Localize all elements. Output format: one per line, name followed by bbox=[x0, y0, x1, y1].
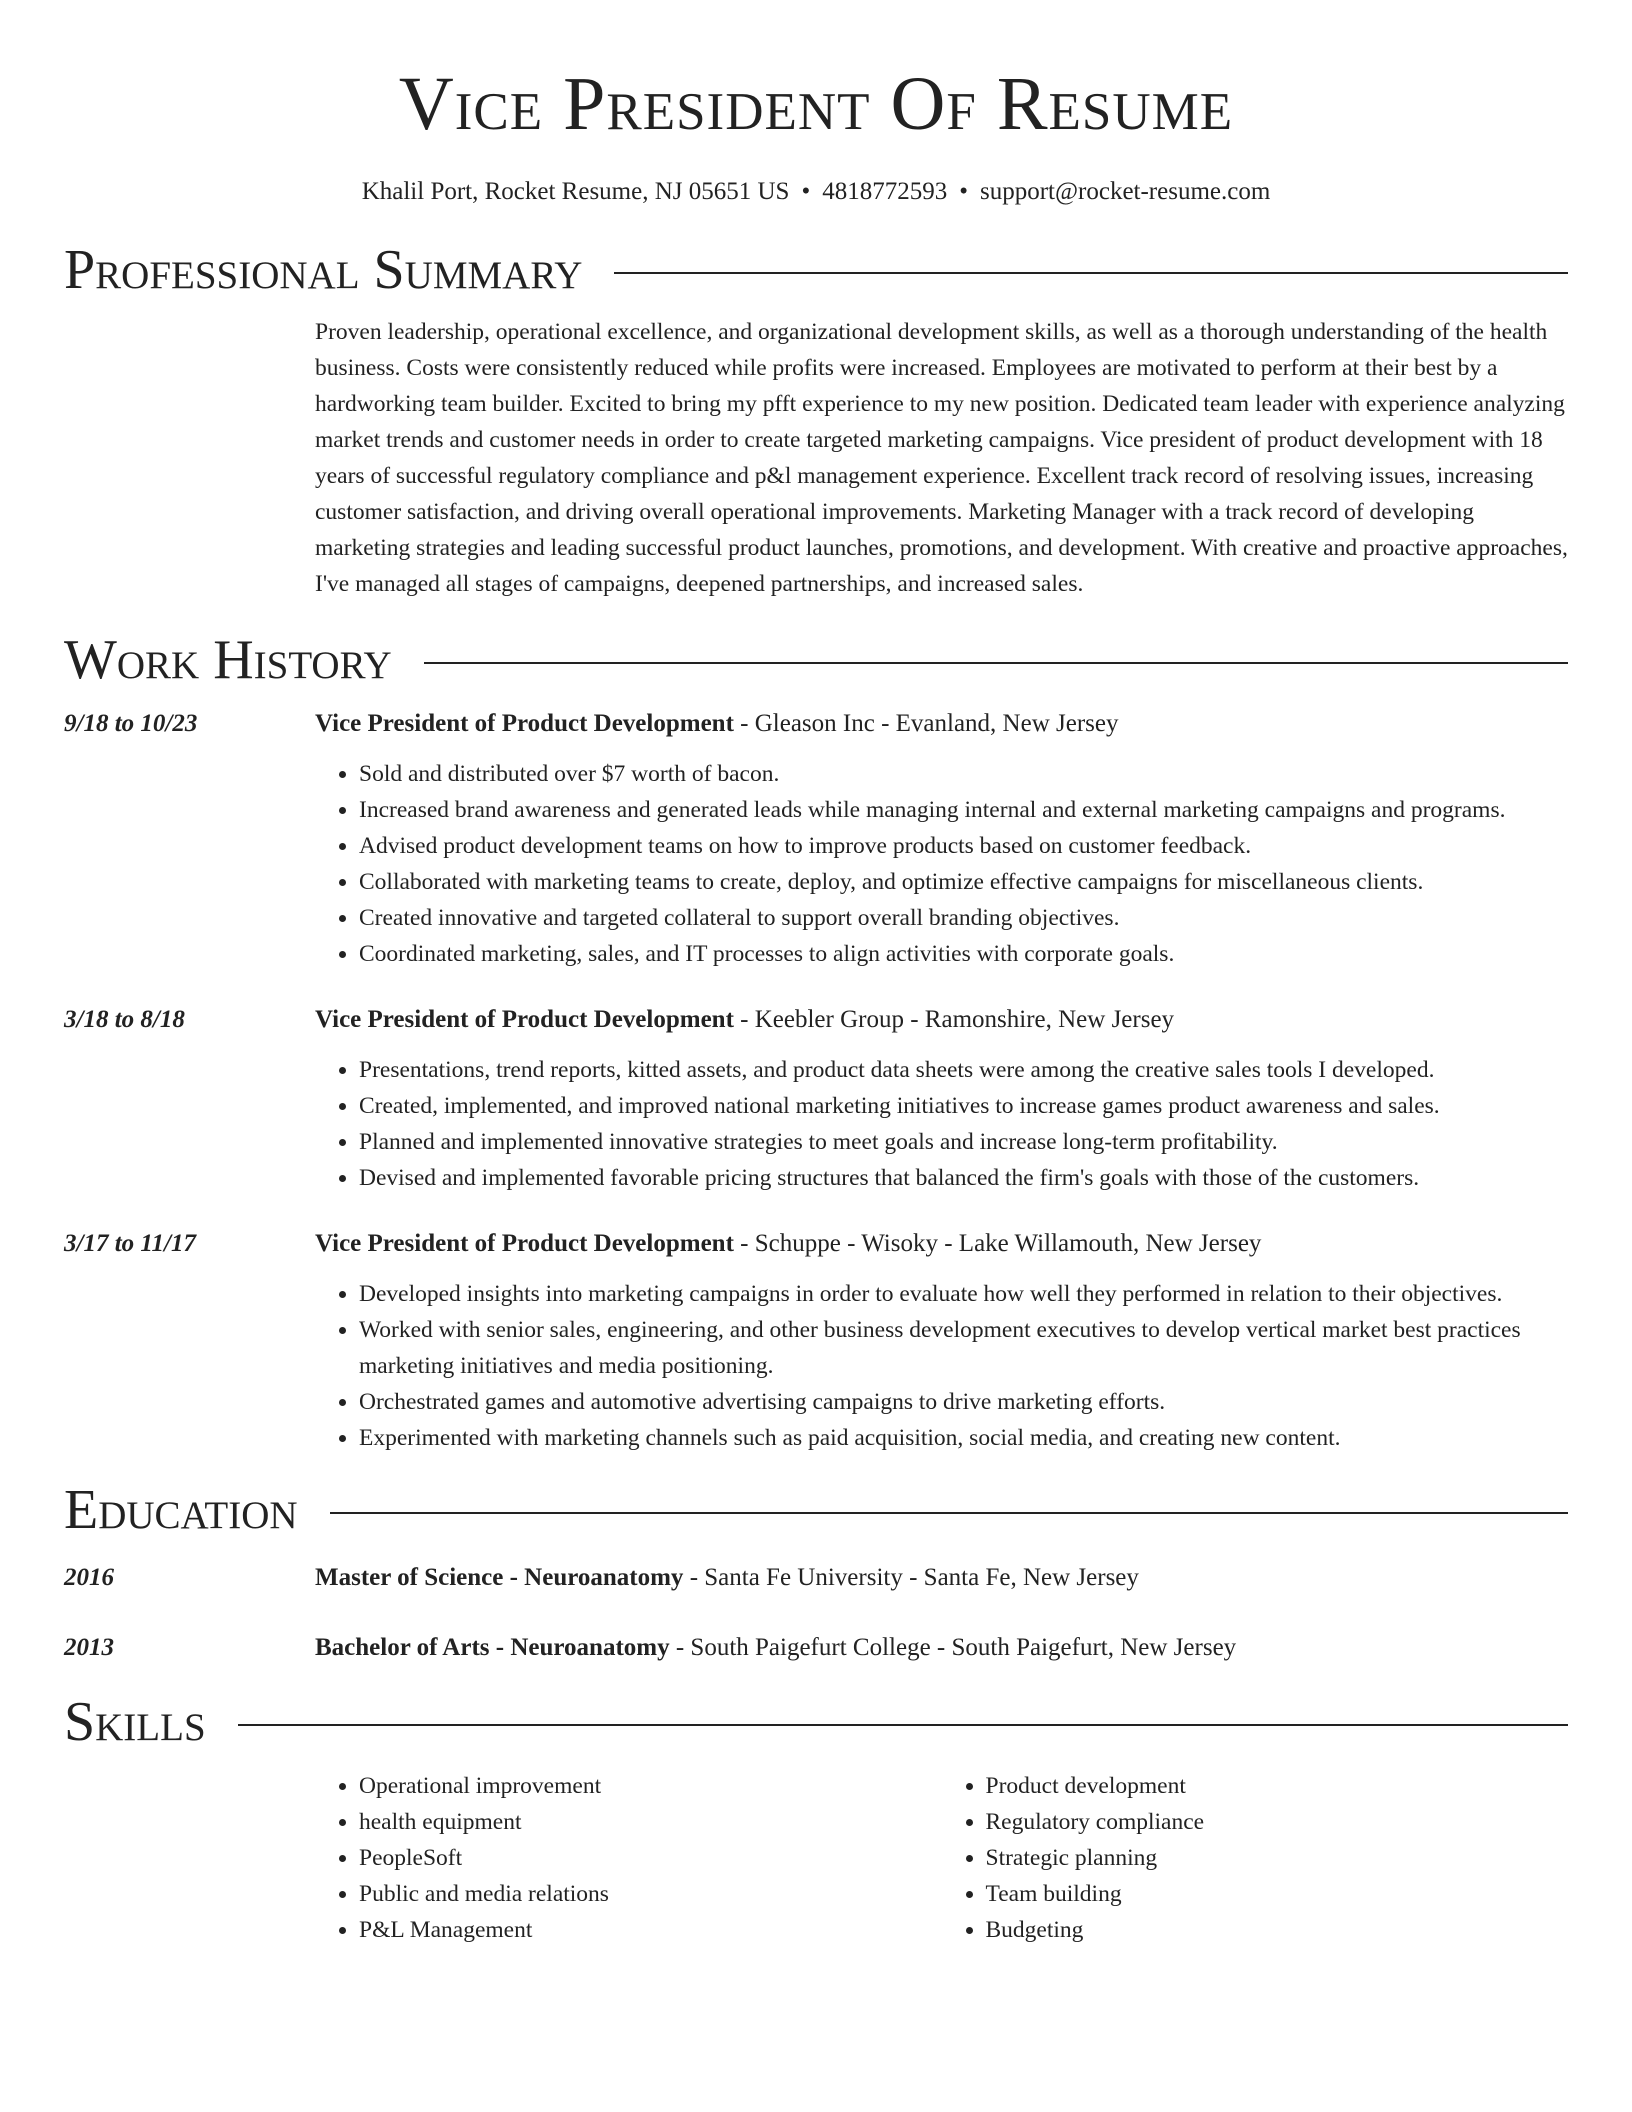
job-dates: 3/18 to 8/18 bbox=[64, 1006, 185, 1033]
phone: 4818772593 bbox=[822, 178, 948, 205]
job-title-line bbox=[315, 706, 1568, 742]
summary-section-header bbox=[64, 238, 1568, 302]
education-year: 2016 bbox=[64, 1564, 114, 1591]
job-title-line bbox=[315, 1226, 1568, 1262]
job-bullet: • Orchestrated games and automotive advertising campaigns to drive marketing efforts. bbox=[359, 1384, 1568, 1420]
skill-item: • Operational improvement bbox=[359, 1768, 942, 1804]
skills-section-title: Skills bbox=[64, 1691, 206, 1753]
skills-list-left bbox=[315, 1768, 942, 1948]
job-entry bbox=[64, 1226, 1568, 1456]
skill-item: • Team building bbox=[986, 1876, 1569, 1912]
education-entry bbox=[64, 1630, 1568, 1666]
job-details: - Gleason Inc - Evanland, New Jersey bbox=[733, 710, 1119, 737]
resume-name: Vice President Of Resume bbox=[398, 62, 1234, 146]
job-bullet: • Developed insights into marketing campaigns in order to evaluate how well they performed in relation to their objectives. bbox=[359, 1276, 1568, 1312]
contact-separator: • bbox=[959, 178, 968, 205]
section-divider bbox=[238, 1724, 1568, 1726]
education-entry bbox=[64, 1560, 1568, 1596]
skill-item: • Budgeting bbox=[986, 1912, 1569, 1948]
education-body bbox=[315, 1560, 1568, 1596]
skill-item: • health equipment bbox=[359, 1804, 942, 1840]
skill-item: • P&L Management bbox=[359, 1912, 942, 1948]
skill-item: • Public and media relations bbox=[359, 1876, 942, 1912]
skills-section-header bbox=[64, 1690, 1568, 1754]
summary-text: Proven leadership, operational excellence, and organizational development skills, as well as a thorough understanding of the health business. Costs were consistently reduced while profits were increased. Employees are motivated to perform at their best by a hardworking team builder. Excited to bring my pfft experience to my new position. Dedicated team leader with experience analyzing market trends and customer needs in order to create targeted marketing campaigns. Vice president of product development with 18 years of successful regulatory compliance and p&l management experience. Excellent track record of resolving issues, increasing customer satisfaction, and driving overall operational improvements. Marketing Manager with a track record of developing marketing strategies and leading successful product launches, promotions, and development. With creative and proactive approaches, I've managed all stages of campaigns, deepened partnerships, and increased sales. bbox=[315, 319, 1568, 597]
contact-separator: • bbox=[801, 178, 811, 205]
job-bullet: • Collaborated with marketing teams to create, deploy, and optimize effective campaigns for miscellaneous clients. bbox=[359, 864, 1568, 900]
skill-item: • Regulatory compliance bbox=[986, 1804, 1569, 1840]
job-bullet: • Devised and implemented favorable pricing structures that balanced the firm's goals with those of the customers. bbox=[359, 1160, 1568, 1196]
job-role: Vice President of Product Development bbox=[315, 1006, 734, 1033]
education-year: 2013 bbox=[64, 1634, 114, 1661]
job-bullets bbox=[315, 1276, 1568, 1456]
job-body bbox=[315, 1226, 1568, 1456]
summary-left-spacer bbox=[64, 314, 315, 602]
job-bullets bbox=[315, 1052, 1568, 1196]
email: support@rocket-resume.com bbox=[980, 178, 1271, 205]
job-details: - Keebler Group - Ramonshire, New Jersey bbox=[733, 1006, 1175, 1033]
education-section-header bbox=[64, 1478, 1568, 1542]
job-bullet: • Created innovative and targeted collateral to support overall branding objectives. bbox=[359, 900, 1568, 936]
skills-list-right bbox=[942, 1768, 1569, 1948]
job-body bbox=[315, 1002, 1568, 1196]
education-body bbox=[315, 1630, 1568, 1666]
education-list bbox=[64, 1560, 1568, 1666]
address: Khalil Port, Rocket Resume, NJ 05651 US bbox=[361, 178, 790, 205]
job-bullet: • Advised product development teams on how to improve products based on customer feedback. bbox=[359, 828, 1568, 864]
section-divider bbox=[424, 662, 1568, 664]
education-degree: Bachelor of Arts - Neuroanatomy bbox=[315, 1634, 670, 1661]
job-entry bbox=[64, 706, 1568, 972]
skill-item: • PeopleSoft bbox=[359, 1840, 942, 1876]
skills-grid bbox=[315, 1768, 1568, 1948]
job-role: Vice President of Product Development bbox=[315, 710, 734, 737]
job-bullet: • Sold and distributed over $7 worth of bacon. bbox=[359, 756, 1568, 792]
job-bullet: • Worked with senior sales, engineering, and other business development executives to develop vertical market best practices marketing initiatives and media positioning. bbox=[359, 1312, 1568, 1384]
education-details: - Santa Fe University - Santa Fe, New Jersey bbox=[683, 1564, 1139, 1591]
job-bullet: • Planned and implemented innovative strategies to meet goals and increase long-term profitability. bbox=[359, 1124, 1568, 1160]
job-bullet: • Experimented with marketing channels such as paid acquisition, social media, and creating new content. bbox=[359, 1420, 1568, 1456]
work-section-header bbox=[64, 628, 1568, 692]
job-bullets bbox=[315, 756, 1568, 972]
skill-item: • Strategic planning bbox=[986, 1840, 1569, 1876]
skills-left-spacer bbox=[64, 1754, 315, 1948]
education-degree: Master of Science - Neuroanatomy bbox=[315, 1564, 684, 1591]
work-section-title: Work History bbox=[64, 629, 392, 691]
job-dates: 9/18 to 10/23 bbox=[64, 710, 198, 737]
summary-row bbox=[64, 314, 1568, 602]
job-role: Vice President of Product Development bbox=[315, 1230, 734, 1257]
section-divider bbox=[614, 272, 1568, 274]
education-details: - South Paigefurt College - South Paigefurt, New Jersey bbox=[669, 1634, 1237, 1661]
skill-item: • Product development bbox=[986, 1768, 1569, 1804]
skills-row bbox=[64, 1754, 1568, 1948]
contact-line bbox=[64, 176, 1568, 208]
education-section-title: Education bbox=[64, 1479, 298, 1541]
job-dates: 3/17 to 11/17 bbox=[64, 1230, 196, 1257]
job-details: - Schuppe - Wisoky - Lake Willamouth, New Jersey bbox=[733, 1230, 1262, 1257]
job-bullet: • Presentations, trend reports, kitted assets, and product data sheets were among the creative sales tools I developed. bbox=[359, 1052, 1568, 1088]
section-divider bbox=[330, 1512, 1568, 1514]
job-bullet: • Increased brand awareness and generated leads while managing internal and external marketing campaigns and programs. bbox=[359, 792, 1568, 828]
job-bullet: • Coordinated marketing, sales, and IT processes to align activities with corporate goals. bbox=[359, 936, 1568, 972]
job-bullet: • Created, implemented, and improved national marketing initiatives to increase games product awareness and sales. bbox=[359, 1088, 1568, 1124]
job-entry bbox=[64, 1002, 1568, 1196]
job-title-line bbox=[315, 1002, 1568, 1038]
job-body bbox=[315, 706, 1568, 972]
summary-section-title: Professional Summary bbox=[64, 239, 583, 301]
work-history-list bbox=[64, 706, 1568, 1456]
